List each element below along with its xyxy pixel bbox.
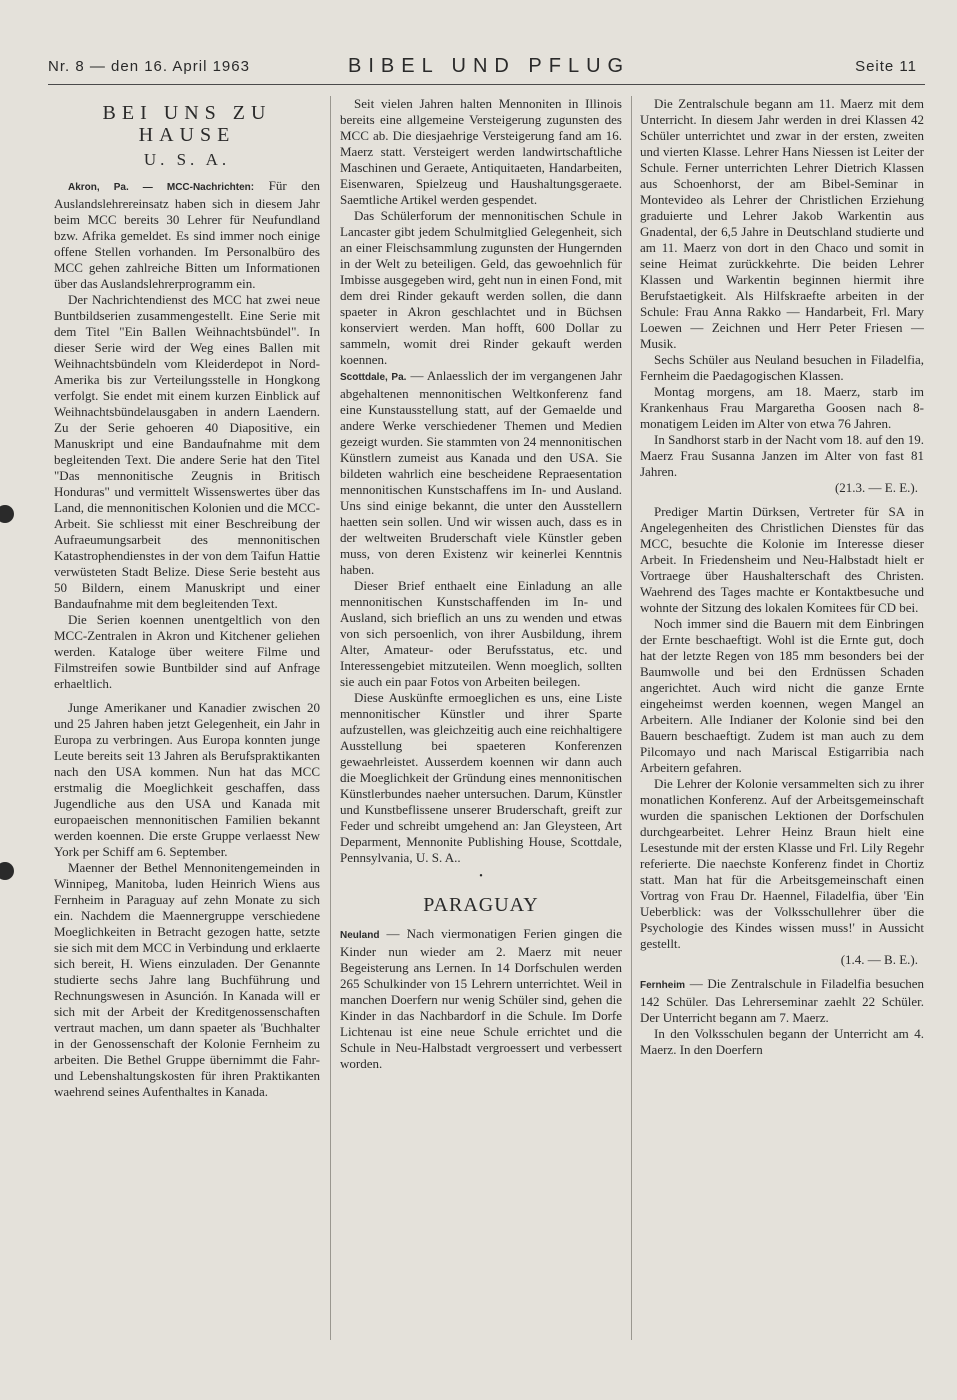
article-paragraph: Neuland — Nach viermonatigen Ferien gingen die Kinder nun wieder am 2. Maerz mit neuer Begeisterung ans Lernen. In 14 Dorfschulen werden 265 Schulkinder von 15 Lehrern unterrichtet. Weil in manchen Doerfern nur wenig Schüler sind, gehen die Kinder in das Nachbardorf in die Schule. Im Dorfe Lichtenau ist eine neue Schule errichtet und die Schule in Neu-Halbstadt vergroessert und verbessert worden.	[340, 926, 622, 1071]
issue-date: Nr. 8 — den 16. April 1963	[48, 58, 250, 75]
article-paragraph: Seit vielen Jahren halten Mennoniten in Illinois bereits eine allgemeine Versteigerung zugunsten des MCC ab. Die diesjaehrige Versteigerung fand am 16. Maerz statt. Versteigert werden landwirtschaftliche Maschinen und Geraete, Antiquitaeten, Handarbeiten, Eisenwaren, Spielzeug und Haushaltungsgeraete. Saemtliche Artikel werden gespendet.	[340, 96, 622, 207]
article-paragraph: Maenner der Bethel Mennonitengemeinden in Winnipeg, Manitoba, luden Heinrich Wiens aus Fernheim in Paraguay auf zehn Monate zu sich ein. Nachdem die Maennergruppe verschiedene Moeglichkeiten in Betracht gezogen hatte, setzte sie sich mit dem MCC in Verbindung und erklaerte sich bereit, H. Wiens einzuladen. Der Genannte studierte sechs Jahre lang Buchführung und Rechnungswesen in Asunción. In Kanada will er sich mit der Arbeit der Kreditgenossenschaften vertraut machen, um dann spaeter als 'Buchhalter in der Genossenschaft der Kolonie Fernheim zu arbeiten. Die Bethel Gruppe übernimmt die Fahr- und Lebenshaltungskosten für ihren Praktikanten waehrend seines Aufenthaltes in Kanada.	[54, 860, 320, 1099]
article-paragraph: Sechs Schüler aus Neuland besuchen in Filadelfia, Fernheim die Paedagogischen Klassen.	[640, 352, 924, 383]
column-3	[640, 96, 924, 1350]
article-paragraph: Das Schülerforum der mennonitischen Schule in Lancaster gibt jedem Schulmitglied Gelegenheit, sich an einer Fleischsammlung zugunsten der Hungernden in der Welt zu beteiligen. Geld, das gewoehnlich für Imbisse ausgegeben wird, geht nun in einen Fond, mit dem drei Rinder gekauft werden sollen, die dann spaeter in Akron geschlachtet und in Büchsen konserviert werden. Man hofft, 600 Dollar zu sammeln, womit drei Rinder gekauft werden koennen.	[340, 208, 622, 367]
article-paragraph: In Sandhorst starb in der Nacht vom 18. auf den 19. Maerz Frau Susanna Janzen im Alter von fast 81 Jahren.	[640, 432, 924, 479]
column-1	[54, 96, 320, 1350]
article-paragraph: Montag morgens, am 18. Maerz, starb im Krankenhaus Frau Margaretha Goosen nach 8-monatigem Leiden im Alter von etwa 76 Jahren.	[640, 384, 924, 431]
punch-hole-upper	[0, 505, 14, 523]
section-subheading: U. S. A.	[143, 150, 231, 169]
section-heading: BEI UNS ZU HAUSE	[102, 102, 272, 146]
column-2	[340, 96, 622, 1350]
page-header	[48, 56, 925, 85]
signature: (21.3. — E. E.).	[834, 480, 918, 495]
article-paragraph: Die Zentralschule begann am 11. Maerz mit dem Unterricht. In diesem Jahr werden in drei Klassen 42 Schüler unterrichtet und zwar in der ersten, zweiten und vierten Klasse. Lehrer Hans Niessen ist Leiter der Schule. Ferner unterrichten Lehrer Dietrich Klassen aus Schoenhorst, der am Bibel-Seminar in Montevideo als Lehrer der Christlichen Erziehung graduierte und Lehrer Jakob Warkentin aus Gnadental, der 6,5 Jahre in Deutschland studierte und am 11. Maerz von dort in den Chaco und somit in seine Heimat zurückkehrte. Die beiden Lehrer Klassen und Warkentin beginnen hiermit ihre Berufstaetigkeit. Als Hilfskraefte arbeiten in der Schule: Frau Anna Rakko — Handarbeit, Frl. Mary Loewen — Zeichnen und Herr Peter Friesen — Musik.	[640, 96, 924, 351]
article-paragraph: Die Lehrer der Kolonie versammelten sich zu ihrer monatlichen Konferenz. Auf der Arbeitsgemeinschaft wurden die spanischen Lektionen der Dorfschulen durchgearbeitet. Lehrer Heinz Braun hielt eine Lesestunde mit der ersten Klasse und Frl. Lily Regehr referierte. Die naechste Konferenz findet in Chortiz statt. Man hat für die Arbeitsgemeinschaft einen Vortrag von Frau Dr. Haennel, Filadelfia, über 'Ein Ueberblick: was der Volksschullehrer über die Psychologie des Kindes wissen muss!' in Aussicht gestellt.	[640, 776, 924, 951]
column-rule-1	[330, 96, 331, 1340]
divider-mark: •	[479, 871, 483, 882]
section-heading-paraguay: PARAGUAY	[423, 894, 539, 916]
page-number: Seite 11	[855, 58, 917, 75]
dateline: Akron, Pa. — MCC-Nachrichten:	[68, 182, 255, 193]
article-paragraph: Diese Auskünfte ermoeglichen es uns, eine Liste mennonitischer Künstler und ihrer Sparte aufzustellen, was gleichzeitig auch eine reichhaltigere Ausstellung bei spaeteren Konferenzen gewaehrleistet. Ausserdem koennen wir dann auch die Moeglichkeit der Gründung eines mennonitischen Künstlerbundes naeher untersuchen. Darum, Künstler und Kunstbeflissene unserer Bruderschaft, greift zur Feder und schreibt umgehend an: Jan Gleysteen, Art Deparment, Mennonite Publishing House, Scottdale, Pennsylvania, U. S. A..	[340, 690, 622, 865]
dateline: Neuland	[340, 930, 380, 941]
punch-hole-lower	[0, 862, 14, 880]
dateline: Fernheim	[640, 980, 686, 991]
article-paragraph: Prediger Martin Dürksen, Vertreter für SA in Angelegenheiten des Christlichen Dienstes für das MCC, besuchte die Kolonie im Interesse dieser Arbeit. In Friedensheim und Neu-Halbstadt hielt er Vortraege über Haushalterschaft des Christen. Waehrend des Tages machte er Kontaktbesuche und wohnte der Sitzung des lokalen Komitees für CD bei.	[640, 504, 924, 615]
article-paragraph: Akron, Pa. — MCC-Nachrichten: Für den Auslandslehrereinsatz haben sich in diesem Jahr beim MCC bereits 30 Lehrer für Neufundland bzw. Afrika gemeldet. Es sind immer noch einige offene Stellen vorhanden. Im Personalbüro des MCC gehen zahlreiche Bitten um Informationen über das Auslandslehrerprogramm ein.	[54, 178, 320, 291]
article-paragraph: Der Nachrichtendienst des MCC hat zwei neue Buntbildserien zusammengestellt. Eine Serie mit dem Titel "Ein Ballen Weihnachtsbündel". In dieser Serie wird der Weg eines Ballen mit Weihnachtsbündeln vom Kleiderdepot in Nord-Amerika bis zur Verteilungsstelle in Hongkong verfolgt. Sie endet mit einem kurzen Einblick auf Weihnachtsbündelausgaben in andern Laendern. Zu der Serie gehoeren 40 Diapositive, ein Manuskript und eine Bandaufnahme mit dem begleitenden Text. Die andere Serie hat den Titel "Das mennonitische Zeugnis in Britisch Honduras" und vermittelt Wissenswertes über das Land, die mennonitischen Kolonien und die MCC-Arbeit. Sie schliesst mit einer Beschreibung der Aufraeumungsarbeit des mennonitischen Katastrophendienstes in der von dem Taifun Hattie verwüsteten Stadt Belize. Diese Serie besteht aus 50 Bildern, einem Manuskript und einer Bandaufnahme mit dem begleitenden Text.	[54, 292, 320, 611]
signature: (1.4. — B. E.).	[840, 952, 918, 967]
article-paragraph: Scottdale, Pa. — Anlaesslich der im vergangenen Jahr abgehaltenen mennonitischen Weltkonferenz fand eine Kunstausstellung statt, auf der Gemaelde und andere Werke verschiedener Themen und Medien gezeigt wurden. Sie stammten von 24 mennonitischen Künstlern zumeist aus Kanada und den USA. Sie bildeten wahrlich eine bescheidene Repraesentation mennonitischen Kunstschaffens im In- und Ausland. Uns sind einige bekannt, die unter den Ausstellern haetten sein sollen. Und wir wissen auch, dass es in der weltweiten Bruderschaft viele Künstler geben muss, von deren Existenz wir keinerlei Kenntnis haben.	[340, 368, 622, 577]
article-paragraph: Noch immer sind die Bauern mit dem Einbringen der Ernte beschaeftigt. Wohl ist die Ernte gut, doch hat der letzte Regen von 185 mm besonders bei der Baumwolle und bei den Erdnüssen Schaden angerichtet. Auch wird nicht die ganze Ernte eingeheimst werden koennen, wegen Mangel an Arbeitern. Alle Indianer der Kolonie sind bei den Bauern beschaeftigt. Zudem ist man auch zu dem Pilcomayo und nach Mariscal Estigarribia nach Arbeitern gefahren.	[640, 616, 924, 775]
article-paragraph: Dieser Brief enthaelt eine Einladung an alle mennonitischen Kunstschaffenden im In- und Ausland, sich brieflich an uns zu wenden und etwas von sich persoenlich, von ihrer Ausbildung, ihrem Alter, Amateur- oder Berufsstatus, etc. und Interessengebiet mitzuteilen. Wenn moeglich, sollten sie auch ein paar Fotos von Arbeiten beilegen.	[340, 578, 622, 689]
article-paragraph: Die Serien koennen unentgeltlich von den MCC-Zentralen in Akron und Kitchener geliehen werden. Kataloge über weitere Filme und Filmstreifen sowie Buntbilder sind auf Anfrage erhaeltlich.	[54, 612, 320, 691]
column-rule-2	[631, 96, 632, 1340]
article-paragraph: In den Volksschulen begann der Unterricht am 4. Maerz. In den Doerfern	[640, 1026, 924, 1057]
newspaper-title: BIBEL UND PFLUG	[348, 55, 631, 77]
article-paragraph: Junge Amerikaner und Kanadier zwischen 20 und 25 Jahren haben jetzt Gelegenheit, ein Jahr in Europa zu verbringen. Aus Europa konnten junge Leute bereits seit 13 Jahren als Berufspraktikanten nach den USA kommen. Nun hat das MCC erstmalig die Moeglichkeit geschaffen, dass Jugendliche aus den USA und Kanada mit europaeischen mennonitischen Familien bekannt werden koennen. Die erste Gruppe verlaesst New York per Schiff am 6. September.	[54, 700, 320, 859]
article-paragraph: Fernheim — Die Zentralschule in Filadelfia besuchen 142 Schüler. Das Lehrerseminar zaehlt 22 Schüler. Der Unterricht begann am 7. Maerz.	[640, 976, 924, 1025]
dateline: Scottdale, Pa.	[340, 372, 407, 383]
